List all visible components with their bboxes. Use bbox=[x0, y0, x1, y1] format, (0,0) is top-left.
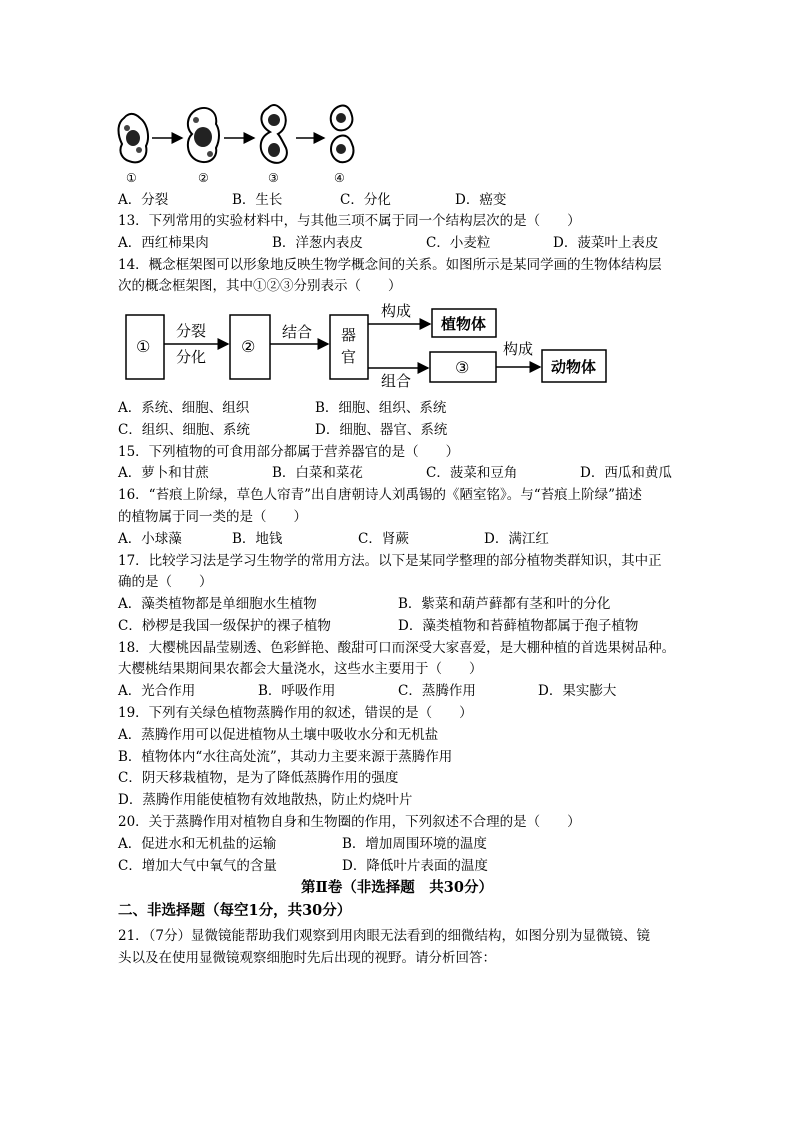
q16-stem-line2: 的植物属于同一类的是（ ） bbox=[118, 509, 307, 525]
q13-option-b: B．洋葱内表皮 bbox=[272, 235, 363, 251]
q12-option-b: B．生长 bbox=[232, 192, 283, 208]
q19-option-d: D．蒸腾作用能使植物有效地散热，防止灼烧叶片 bbox=[118, 792, 413, 808]
cell-label-1: ① bbox=[126, 171, 137, 185]
q15-option-d: D．西瓜和黄瓜 bbox=[580, 465, 672, 481]
q12-option-d: D．癌变 bbox=[455, 192, 507, 208]
q17-stem-line1: 17．比较学习法是学习生物学的常用方法。以下是某同学整理的部分植物类群知识，其中正 bbox=[118, 553, 662, 569]
q14-option-d: D．细胞、器官、系统 bbox=[315, 422, 448, 438]
q17-option-c: C．桫椤是我国一级保护的裸子植物 bbox=[118, 618, 331, 634]
q12-option-a: A．分裂 bbox=[118, 192, 169, 208]
q18-option-c: C．蒸腾作用 bbox=[398, 683, 476, 699]
q16-option-b: B．地钱 bbox=[232, 531, 283, 547]
organ-box bbox=[330, 315, 368, 379]
animal-label: 动物体 bbox=[551, 358, 597, 376]
q17-option-d: D．藻类植物和苔藓植物都属于孢子植物 bbox=[398, 618, 639, 634]
q20-option-b: B．增加周围环境的温度 bbox=[342, 836, 487, 852]
cell-division-figure bbox=[112, 100, 362, 188]
q18-stem-line1: 18．大樱桃因晶莹剔透、色彩鲜艳、酸甜可口而深受大家喜爱，是大棚种植的首选果树品种。 bbox=[118, 640, 676, 656]
q18-option-b: B．呼吸作用 bbox=[258, 683, 336, 699]
arrow1-bottom-label: 分化 bbox=[176, 348, 207, 366]
q13-stem: 13．下列常用的实验材料中，与其他三项不属于同一个结构层次的是（ ） bbox=[118, 213, 581, 229]
arrow-up-label: 构成 bbox=[381, 302, 412, 320]
q16-stem-line1: 16．“苔痕上阶绿，草色人帘青”出自唐朝诗人刘禹锡的《陋室铭》。与“苔痕上阶绿”描述 bbox=[118, 487, 643, 503]
q17-option-b: B．紫菜和葫芦藓都有茎和叶的分化 bbox=[398, 596, 611, 612]
q13-option-d: D．菠菜叶上表皮 bbox=[553, 235, 659, 251]
organ-label-bottom: 官 bbox=[341, 348, 357, 366]
q15-option-b: B．白菜和菜花 bbox=[272, 465, 363, 481]
q18-option-a: A．光合作用 bbox=[118, 683, 196, 699]
organ-label-top: 器 bbox=[341, 326, 357, 344]
q19-stem: 19．下列有关绿色植物蒸腾作用的叙述，错误的是（ ） bbox=[118, 705, 473, 721]
arrow2-label: 结合 bbox=[282, 323, 313, 341]
q19-option-a: A．蒸腾作用可以促进植物从土壤中吸收水分和无机盐 bbox=[118, 727, 439, 743]
q20-option-a: A．促进水和无机盐的运输 bbox=[118, 836, 277, 852]
plant-label: 植物体 bbox=[441, 315, 487, 333]
cell-label-3: ③ bbox=[268, 171, 279, 185]
q21-stem-line1: 21．（7分）显微镜能帮助我们观察到用肉眼无法看到的细微结构，如图分别为显微镜、镜 bbox=[118, 928, 651, 944]
q19-option-c: C．阴天移栽植物，是为了降低蒸腾作用的强度 bbox=[118, 770, 399, 786]
q17-option-a: A．藻类植物都是单细胞水生植物 bbox=[118, 596, 317, 612]
volume-title: 第Ⅱ卷（非选择题 共30分） bbox=[301, 879, 493, 896]
arrow1-top-label: 分裂 bbox=[176, 322, 207, 340]
box-2-label: ② bbox=[241, 337, 256, 356]
box-1-label: ① bbox=[136, 337, 151, 356]
cell-stage-4 bbox=[331, 105, 354, 162]
cell-label-4: ④ bbox=[334, 171, 345, 185]
q20-option-d: D．降低叶片表面的温度 bbox=[342, 858, 488, 874]
q15-option-c: C．菠菜和豆角 bbox=[426, 465, 518, 481]
q14-option-c: C．组织、细胞、系统 bbox=[118, 422, 250, 438]
q14-option-b: B．细胞、组织、系统 bbox=[315, 400, 447, 416]
structure-level-diagram bbox=[118, 300, 618, 392]
arrow-right-label: 构成 bbox=[503, 340, 534, 358]
q17-stem-line2: 确的是（ ） bbox=[118, 574, 213, 590]
q16-option-d: D．满江红 bbox=[484, 531, 549, 547]
q15-stem: 15．下列植物的可食用部分都属于营养器官的是（ ） bbox=[118, 444, 460, 460]
q14-stem-line2: 次的概念框架图，其中①②③分别表示（ ） bbox=[118, 278, 402, 294]
q12-option-c: C．分化 bbox=[340, 192, 391, 208]
q13-option-c: C．小麦粒 bbox=[426, 235, 491, 251]
q14-option-a: A．系统、细胞、组织 bbox=[118, 400, 250, 416]
q14-stem-line1: 14．概念框架图可以形象地反映生物学概念间的关系。如图所示是某同学画的生物体结构层 bbox=[118, 257, 662, 273]
q18-stem-line2: 大樱桃结果期间果农都会大量浇水，这些水主要用于（ ） bbox=[118, 661, 483, 677]
q18-option-d: D．果实膨大 bbox=[538, 683, 617, 699]
cell-stage-2 bbox=[188, 108, 219, 162]
q20-option-c: C．增加大气中氧气的含量 bbox=[118, 858, 277, 874]
q20-stem: 20．关于蒸腾作用对植物自身和生物圈的作用，下列叙述不合理的是（ ） bbox=[118, 814, 581, 830]
q19-option-b: B．植物体内“水往高处流”，其动力主要来源于蒸腾作用 bbox=[118, 749, 453, 765]
cell-label-2: ② bbox=[198, 171, 209, 185]
cell-stage-3 bbox=[261, 105, 287, 163]
cell-stage-1 bbox=[119, 114, 149, 162]
q15-option-a: A．萝卜和甘蔗 bbox=[118, 465, 209, 481]
box-3-label: ③ bbox=[455, 358, 470, 377]
q16-option-c: C．肾蕨 bbox=[358, 531, 409, 547]
q13-option-a: A．西红柿果肉 bbox=[118, 235, 209, 251]
q16-option-a: A．小球藻 bbox=[118, 531, 182, 547]
q21-stem-line2: 头以及在使用显微镜观察细胞时先后出现的视野。请分析回答： bbox=[118, 950, 496, 966]
section-heading: 二、非选择题（每空1分，共30分） bbox=[118, 902, 352, 919]
arrow-down-label: 组合 bbox=[381, 372, 412, 390]
